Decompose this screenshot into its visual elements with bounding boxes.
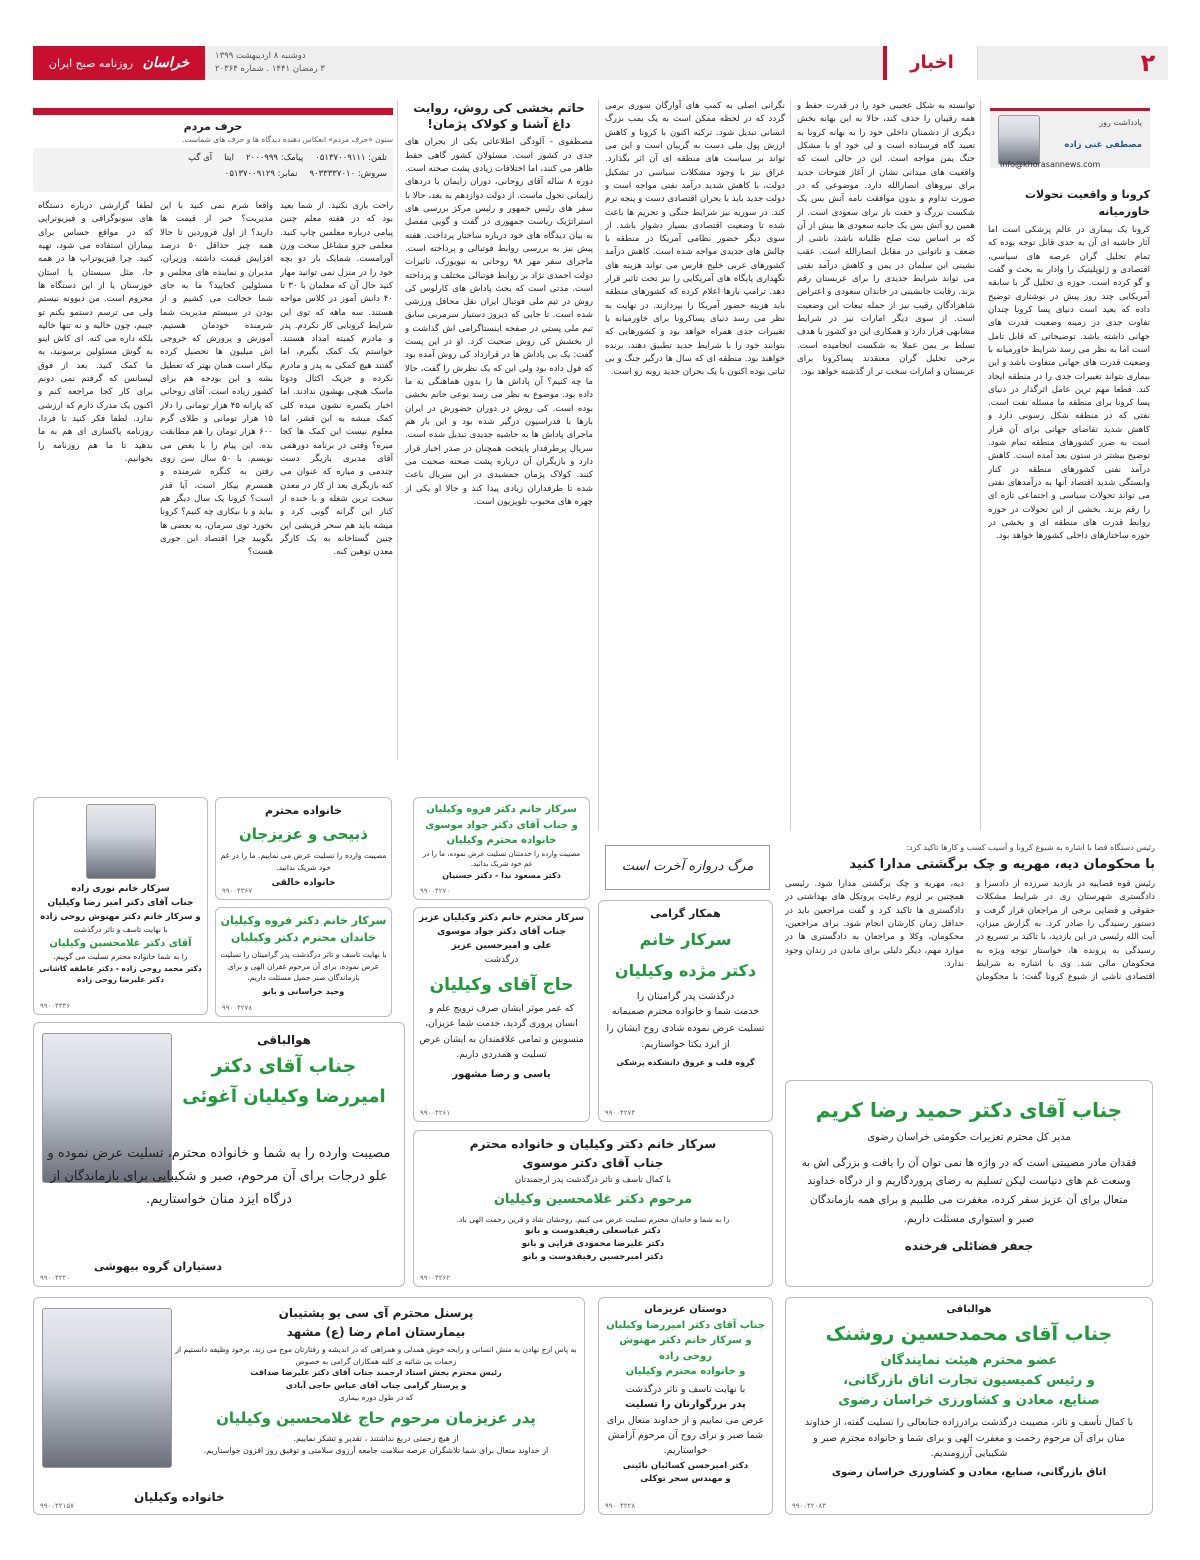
people-sms[interactable]: پیامک: ۲۰۰۰۹۹۹ [246,153,304,163]
ad10-t2: رئیس محترم بخش استاد ارجمند جناب آقای دکتر علیرضا صداقت [250,1368,502,1378]
section-title: اخبار [883,46,978,80]
people-contacts [33,148,393,192]
condolence-ad-12 [785,1297,1153,1515]
divider [397,100,398,760]
ad10-l2: بیمارستان امام رضا (ع) مشهد [286,1324,466,1339]
condolence-ad-8 [413,1130,773,1287]
condolence-ad-7 [33,1022,405,1287]
ad3-l3: و سرکار خانم دکتر مهنوش روحی زاده [40,911,201,922]
ad12-l1: هوالباقی [946,1304,992,1315]
ad1-sign: خانواده خالقی [271,877,336,888]
court-body: رئیس قوه قضاییه در بازدید سرزده از دادسرا و دادگستری شهرستان ری در شرایط مشکلات حقوقی و قضایی برخی از مراجعان قرار گرفت و دستور رسیدگی را صادر کرد. به گزارش میزان، آیت الله رئیسی در این بازدید، با تاکید بر تسریع در رسیدگی به پرونده ها، خواستار توجه ویژه به محکومان مالی شد. وی با اشاره به شرایط اقتصادی ناشی از شیوع کرونا گفت: با محکومان دیه، مهریه و چک برگشتی مدارا شود. رئیسی همچنین بر لزوم رعایت پروتکل های بهداشتی در دادگستری ها تاکید کرد و گفت مراجعین باید در حداقل زمان کارشان انجام شود. برای مراجعین، محکومان، وکلا و مراجعان به دادگستری ها در موارد مهم، دیگر دلیلی برای ماندن در زندان وجود ندارد. [785,879,1155,983]
ad12-title: جناب آقای محمدحسین روشنک [825,1322,1113,1345]
ad7-name: امیررضا وکیلیان آغوئی [182,1086,386,1108]
editorial-column [988,180,1150,830]
ad6-name: دکتر مژده وکیلیان [614,960,757,980]
ad12-s2: و رئیس کمیسیون تجارت اتاق بازرگانی، [843,1373,1095,1389]
ad9-sub: مدیر کل محترم تعزیرات حکومتی خراسان رضوی [867,1132,1071,1143]
ad1-text: مصیبت وارده را تسلیت عرض می نماییم. ما را در غم خود شریک بدانید. [220,851,387,872]
ad10-t3: و پرستار گرامی جناب آقای عباس حاجی آبادی [285,1380,467,1390]
ad11-l5: پدر بزرگوارتان را تسلیت [625,1399,746,1411]
people-title: حرف مردم [183,120,243,133]
ad3-sign2: دکتر علیرضا روحی زاده [77,975,164,985]
ad7-sign: دستیاران گروه بیهوشی [94,1260,223,1273]
ad5-l3: علی و امیرحسین عزیز [451,940,552,951]
date-line-1: دوشنبه ۸ اردیبهشت ۱۳۹۹ [215,51,306,61]
ad9-text: فقدان مادر مصیبتی است که در واژه ها نمی توان آن را یافت و بزرگی اش به وسعت غم های دنیاست لیکن تسلیم به رضای پروردگاریم و از درگاه خداوند متعال برای آن عزیز سفر کرده، مغفرت می طلبیم و برای همه بازماندگان صبر و استواری مسئلت داریم. [801,1156,1137,1226]
ad2-l1: سرکار خانم دکتر فروه وکیلیان [426,804,577,815]
ad6-l2: سرکار خانم [639,930,732,950]
condolence-ad-9 [785,1080,1153,1287]
ad3-photo [86,804,156,879]
editorial-title: کرونا و واقعیت تحولات خاورمیانه [1024,188,1150,219]
ad1-name: ذبیحی و عزیزجان [239,825,368,844]
editorial-author: مصطفی غنی زاده [1064,140,1142,150]
ad8-l2: جناب آقای دکتر موسوی [522,1155,664,1170]
ad8-l3: با کمال تاسف و تاثر درگذشت پدر ارجمندتان [514,1175,672,1186]
ad8-s2: دکتر علیرضا محمودی قرایی و بانو [521,1239,665,1250]
condolence-ad-6 [598,900,773,1122]
people-phone[interactable]: تلفن: ۰۵۱۳۷۰۰۹۱۱۱ [315,153,387,163]
ad3-l1: سرکار خانم نوری زاده [71,884,170,894]
ad11-s1: دکتر امیرحسن کسائیان نائینی [622,1461,749,1472]
slogan-box: مرگ دروازه آخرت است [605,845,770,890]
brand-logo[interactable] [33,46,205,80]
ad6-text2: خدمت شما و خانواده محترم صمیمانه تسلیت عرض نموده شادی روح ایشان را از ایزد یکتا خواستاریم. [606,1006,765,1050]
ad4-code: ۹۹۰۰۴۲۷۸ [222,1004,253,1013]
ad10-t6: از خداوند متعال برای شما تلاشگران عرصه سلامت جامعه آرزوی سلامتی و توفیق روز افزون خواستاریم. [203,1446,549,1456]
ad6-sign: گروه قلب و عروق دانشکده پزشکی [616,1057,755,1067]
ad10-name: پدر عزیزمان مرحوم حاج غلامحسین وکیلیان [216,1408,536,1427]
ad8-l1: سرکار خانم دکتر وکیلیان و خانواده محترم [469,1137,717,1151]
ad10-t5: از هیچ زحمتی دریغ نداشتند ، تقدیر و تشکر نماییم. [293,1434,459,1444]
people-band [33,108,393,115]
ad3-sign: دکتر محمد روحی زاده - دکتر عاطفه کاشانی [39,963,202,973]
people-col-left [38,200,153,750]
ad1-code: ۹۹۰۰۴۳۶۷ [222,887,253,896]
article-body-2: توانسته به شکل عجیبی خود را در قدرت حفظ و همه رقیبان را حذف کند، حالا به این بهانه بخش دیگری از دشمنان داخلی خود را به بهانه کرونا به تعبید گاه فرستاده است و لی خود او با مشکل جنگ یمن مواجه است. این در حالی است که واقعیت های میدانی نشان از آغاز فتوحات جدید برای نیروهای انصارالله دارد. موضوعی که در صورت تداوم و بدون موافقت نامه آتش بس یک شکست بزرگ و خفت بار برای سعودی است. از همین رو آتش بس یک جانبه سعودی ها بیش از آن که بر اساس نیت صلح طلبانه باشد، ناشی از ضعف و ناتوانی در مقابل انصارالله است. عقب نشینی ابن سلمان در یمن و کاهش درآمد نفتی می تواند شرایط جدیدی را برای عربستان رقم بزند. رقابت جانشینی در خاندان سعودی و اعتراض شاهزادگان رقیب نیز از جمله تبعات این وضعیت است. از سوی دیگر امارات نیز در شرایط مشابهی قرار دارد و همکاری این دو کشور با هدف تسلط بر یمن عملا به شکست انجامیده است. برخی تحلیل گران معتقدند پساکرونا برای عربستان و امارات سخت تر از گذشته خواهد بود. [797,101,975,378]
ad5-l2: جناب آقای دکتر جواد موسوی [437,926,566,937]
ad8-code: ۹۹۰۰۴۲۶۲ [420,1274,451,1283]
court-title: با محکومان دیه، مهریه و چک برگشتی مدارا کنید [849,857,1155,872]
ad10-l1: پرسنل محترم آی سی یو پشتیبان [278,1306,474,1320]
ad6-l1: همکار گرامی [650,907,721,920]
ad12-s3: صنایع، معادن و کشاورزی خراسان رضوی [838,1393,1100,1409]
ad2-sign: دکتر مسعود ندا - دکتر حسنیان [442,871,561,881]
ad11-l2: جناب آقای دکتر امیررضا وکیلیان [606,1319,765,1331]
ad7-text: مصیبت وارده را به شما و خانواده محترم، تسلیت عرض نموده و علو درجات برای آن مرحوم، صبر و شکیبایی برای بازماندگان از درگاه ایزد منان خواستاریم. [47,1146,391,1207]
people-col-mid [160,200,273,750]
ad2-l3: خانواده محترم وکیلیان [446,835,557,846]
condolence-ad-2 [413,797,590,900]
editorial-author-box [990,108,1150,168]
ad11-s2: و مهندس سحر توکلی [640,1474,731,1485]
ad5-code: ۹۹۰۰۴۲۶۱ [420,1109,451,1118]
page-number: ۲ [1140,49,1156,77]
ad6-text1: درگذشت پدر گرامیتان را [636,990,735,1002]
ad4-sign: وحید خراسانی و بانو [262,986,345,996]
ad10-photo [42,1308,172,1468]
ad2-code: ۹۹۰۰۴۲۷۰ [420,887,451,896]
ad5-text: که عمر موثر ایشان صرف ترویج علم و انسان پروری گردید، خدمت شما عزیزان، منسوبین و تمامی علاقمندان به ایشان عرض تسلیت و همدردی داریم. [419,1004,584,1060]
people-eita[interactable]: ایتا [224,153,235,163]
ad5-l4: درگذشت [484,954,519,965]
issue-date [215,50,325,76]
ad1-title: خانواده محترم [265,804,342,817]
people-body-right: راحت بازی نکنید. از شما بعید بود که در هفته معلم چنین پیامی درباره معلمین چاپ کنید. معلمی جزو مشاغل سخت وزن آورامست. شمایک بار دو بچه خود را در منزل نمی توانید مهار کنید حال آن که معلمان با ۳۰ تا ۴۰ دانش آموز در کلاس مواجه هستند. سه ماهه که توی این شرایط کرونایی کار نکردم. پدر و مادرم کمیته امداد هستند. خواستم یک کمک بگیرم، اما گفتند هیچ کمکی به پدر و مادرم نکرده و جزیک اکثال ودوتا ماسک هیچی بهشون ندادند. اما اخبار یکسره نشون میده کلی کمک میشه به این قشر، اما معلوم نیست این کمک ها کجا میره؟ وقتی در برنامه دورهمی آقای مدیری بازیگر دست چندمی و میاره که عنوان می کنه بازیگری بعد از کار در معدن سخت ترین شغله و با خنده از کنار این گرانه گویی کرد و میشه باید هم سحر قریشی این چنین گستاخانه به یک کارگر معدن توهین کنه. [280,201,393,558]
ad11-l1: دوستان عزیزمان [644,1304,727,1315]
condolence-ad-4 [215,907,392,1017]
people-service[interactable]: سروش: ۹۰۳۳۳۳۷۰۱۰ [309,169,387,180]
ad11-code: ۹۹۰۰۴۲۲۸ [605,1502,636,1511]
court-kicker: رئیس دستگاه قضا با اشاره به شیوع کرونا و آسیب کسب و کارها تاکید کرد: [906,843,1155,852]
ad10-code: ۹۹۰۰۴۲۱۵۷ [40,1502,74,1511]
ad10-text: به پاس ارج نهادن به منش انسانی و رایحه خوش همدلی و همراهی که در اندیشه و رفتارتان موج می زند، برخود وظیفه دانستیم از زحمات بی شائبه ی کلیه همکاران گرامی به خصوص [175,1345,577,1366]
ad7-l2: جناب آقای دکتر [211,1054,357,1077]
ad11-l4: و خانواده محترم وکیلیان [625,1366,746,1377]
ad8-text: را به شما و خاندان محترم تسلیت عرض می کنیم. روحشان شاد و قرین رحمت الهی باد. [456,1214,730,1224]
people-subtitle: ستون «حرف مردم» انعکاس دهنده دیدگاه ها و حرف های شماست. [181,135,393,144]
people-igap[interactable]: آی گپ [188,153,213,163]
ad4-l2: خاندان محترم دکتر وکیلیان [231,931,376,945]
date-line-2: ۳ رمضان ۱۴۴۱ . شماره ۲۰۳۶۴ [215,64,325,74]
appreciation-ad-10 [33,1297,585,1515]
ad10-sign: خانواده وکیلیان [134,1490,225,1504]
ad7-l1: هوالباقی [257,1033,311,1047]
ad6-code: ۹۹۰۰۴۲۷۴ [605,1109,636,1118]
ad8-s1: دکتر عباسعلی رفیقدوست و بانو [525,1226,661,1237]
ad11-text2: عرض می نماییم و از خداوند متعال برای شما صبر و برای روح آن مرحوم آرامش خواستاریم. [606,1414,765,1457]
ad8-name: مرحوم دکتر غلامحسین وکیلیان [493,1192,693,1208]
divider [598,100,599,830]
condolence-ad-11 [598,1297,773,1515]
ad11-l3: و سرکار خانم دکتر مهنوش روحی زاده [619,1335,752,1362]
condolence-ad-1 [215,797,392,900]
ad9-title: جناب آقای دکتر حمید رضا کریم [815,1098,1123,1122]
article-column-2 [797,100,975,820]
ad4-text: با نهایت تاسف و تاثر درگذشت پدر گرامیتان را تسلیت عرض نموده، برای آن مرحوم غفران الهی و برای بازماندگان صبر جمیل مسئلت داریم. [220,950,387,983]
author-photo [998,115,1040,165]
people-fax[interactable]: نمابر: ۰۵۱۳۷۰۰۹۱۲۹ [224,169,298,180]
football-title: حاتم بخشی کی روش، روایت داغ آشنا و کولاک پژمان! [413,101,585,132]
page-header [33,46,1168,80]
ad3-l6: را به شما خانواده محترم تسلیت می گوییم. [53,952,188,962]
condolence-ad-5 [413,907,590,1122]
ad5-sign: یاسی و رضا مشهور [452,1069,551,1081]
ad9-sign: جعفر فضائلی فرخنده [904,1239,1034,1254]
ad5-name: حاج آقای وکیلیان [429,974,574,995]
ad5-l1: سرکار محترم خانم دکتر وکیلیان عزیز [419,913,584,923]
people-body-left: واقعا شرم نمی کنید با این مدیریت؟ خبر از قیمت ها دارید؟ از اول فروردین تا حالا همه چیز حداقل ۵۰ درصد افزایش قیمت داشته. وزیران، مدیران و نماینده های مجلس و مسئولین کجایید؟ ما به جای شما خجالت می کشیم و از بودن در سیستم مدیریت شما شرمنده خودمان هستیم. آموزش و پرورش که خروجی اش میلیون ها تحصیل کرده بیکار است همان بهتر که تعطیل بشه و این بودجه هم برای کشور زیاده است. آقای روحانی که پارانه ۴۵ هزار تومانی را دلار ۱۵ هزار تومانی و طلای گرم ۶۰۰ هزار تومان را هم مطابقت بده. این پیام را با بغض می نویسم. با ۵۰ سال سن روی رفتن به کنگره شرمنده و همسرم بیکار است، آیا قدر است؟ کرونا یک سال دیگر هم بیاید و با بیکاری چه کنیم؟ کرونا بخورد توی سرمان، به بعضی ها بگویید چرا اقتصاد این جوری هست؟ [160,201,273,558]
editorial-body: کرونا یک بیماری در عالم پزشکی است اما آثار حاشیه ای آن به حدی قابل توجه بوده که تمام تحلیل گران عرصه های سیاسی، اقتصادی و ژئوپلیتیک را وادار به بحث و گفت و گو کرده است. حوزه ی تحلیل گر با سابقه آمریکایی چند روز پیش در نوشتاری توضیح داده که بعید است دنیای پسا کرونا چندان تفاوت جدی در زمینه وضعیت قدرت های جهانی داشته باشد. توضیحاتی که قابل تامل است اما به نظر می رسد شرایط خاورمیانه با وضعیت قدرت های جهانی متفاوت باشد و این بیماری بتواند تغییرات جدی را در منطقه ایجاد کند. قطعا مهم ترین عامل اثرگذار در دنیای پسا کرونا برای منطقه ما مسئله نفت است. نفتی که در منطقه شکل رسوبی دارد و کاهش شدید تقاضای جهانی برای آن قرار است به ضرر کشورهای منطقه تمام شود. توضیح بیشتر در ستون بعد آمده است. کاهش درآمد نفتی کشورهای منطقه در کنار وابستگی شدید اقتصاد آنها به درآمدهای نفتی می تواند تحولات سیاسی و اجتماعی تازه ای را رقم بزند. بخشی از این تحولات در حوزه روابط قدرت های منطقه ای و بخشی در حوزه ساختارهای داخلی کشورها خواهد بود. [988,225,1150,542]
editorial-label: یادداشت روز [1099,118,1142,127]
ad3-code: ۹۹۰۰۴۳۴۶ [40,1002,71,1011]
ad3-l2: جناب آقای دکتر امیر رضا وکیلیان [47,897,194,908]
ad12-s1: عضو محترم هیئت نمایندگان [880,1352,1058,1368]
ad3-l4: با نهایت تاسف و تاثر درگذشت [73,925,168,935]
ad10-t4: که در طول دوره بیماری [338,1393,414,1403]
article-body-3: نگرانی اصلی به کمپ های آوارگان سوری برمی گردد که در لحظه ممکن است به یک بمب بزرگ انسانی تبدیل شود. ترکیه اکنون با کرونا و کاهش ارزش پول ملی دست به گریبان است و این می تواند بر سیاست های منطقه ای آن اثر بگذارد. عراق نیز با وجود مشکلات سیاسی در تشکیل دولت، با کاهش شدید درآمد نفتی مواجه است و دولت جدید باید با بحران اقتصادی دست و پنجه نرم کند. در سوریه نیز شرایط جنگی و تحریم ها باعث شده تا وضعیت اقتصادی بسیار دشوار باشد. از سوی دیگر حضور نظامی آمریکا در منطقه با چالش های جدیدی مواجه شده است. کاهش درآمد کشورهای عربی خلیج فارس می تواند هزینه های نگهداری پایگاه های آمریکایی را نیز تحت تاثیر قرار دهد. ترامپ بارها اعلام کرده که کشورهای منطقه باید هزینه حضور آمریکا را بپردازند. در نهایت به نظر می رسد دنیای پساکرونا برای خاورمیانه با تغییرات جدی همراه خواهد بود و کشورهایی که بتوانند خود را با شرایط جدید تطبیق دهند، برنده خواهند بود. منطقه ای که سال ها درگیر جنگ و بی ثباتی بوده اکنون با یک بحران جدید روبه رو است. [605,101,785,378]
divider [980,100,981,830]
ad8-s3: دکتر امیرحسین رفیقدوست و بانو [522,1252,664,1263]
condolence-ad-3 [33,797,208,1015]
ad12-code: ۹۹۰۰۴۲۰۸۳ [792,1502,826,1511]
brand-name: خراسان [142,55,190,71]
ad2-l2: و جناب آقای دکتر جواد موسوی [425,819,578,831]
people-col-right [280,200,393,750]
ad12-sign: اتاق بازرگانی، صنایع، معادن و کشاورزی خراسان رضوی [831,1466,1107,1478]
editorial-email[interactable]: info@khorasannews.com [1000,160,1101,169]
ad2-text: مصیبت وارده را خدمتتان تسلیت عرض نموده، ما را در غم خود شریک بدانید. [422,849,581,869]
ad7-code: ۹۹۰۰۴۲۲۰ [40,1274,71,1283]
football-article [405,100,593,760]
ad12-text: با کمال تأسف و تاثر، مصیبت درگذشت برادرزاده جنابعالی را تسلیت گفته، از خداوند منان برای آن مرحوم رحمت و مغفرت الهی و برای شما و خانواده محترم صبر و شکیبایی آرزومندیم. [804,1417,1134,1459]
divider [790,100,791,830]
brand-sub: روزنامه صبح ایران [48,57,134,70]
ad11-text: با نهایت تاسف و تاثر درگذشت [625,1383,746,1395]
ad3-l5: آقای دکتر غلامحسین وکیلیان [49,937,192,949]
ad4-l1: سرکار خانم دکتر فروه وکیلیان [220,914,387,927]
article-column-3 [605,100,785,820]
football-body: مصطفوی - آلودگی اطلاعاتی یکی از بحران های جدی در کشور است. مسئولان کشور گاهی حقط ظاهر می کنند، اما اختلافات زیادی پشت صحنه است. دوره ۸ ساله آقای روحانی، دوران زایمان با دردهای زایمانی تحول ماست. از دولت دوازدهم به بعد، حالا با سفر های رئیس جمهور و رئیس مرکز بررسی های استراتژیک ریاست جمهوری در گفت و گویی مفصل به بیان دیدگاه های خود درباره ساختار پرداخت. هفته پیش نیز به بررسی روابط فوتبالی و پرداخته است. ماجرای سفر مهر ۹۸ روحانی به نیویورک، تاثیرات دولت احمدی نژاد بر روابط فوتبالی مختلف و پرداخته است. مدتی است که بحث پاداش های کارلوس کی روش در تیم ملی فوتبال ایران نقل محافل ورزشی شده است. تا جایی که دیروز دستیار سرمربی سابق تیم ملی پستی در صفحه اینستاگرامی اش گذاشت و از بخشش کی روش صحبت کرد. او در این پست گفت: یک بی پاداش ها در قرارداد کی روش آمده بود که قول داده بود ولی این که یک نظرش را گفت، حالا ما چه کنیم؟ آن پاداش ها را بدون هماهنگی به ما داده بود. موضوع به نظر می رسد نوعی حاتم بخشی بوده است. کی روش در دوران حضورش در ایران بارها با فدراسیون درگیر شده بود و این بار هم ماجرای پاداش ها به حاشیه جدیدی تبدیل شده است. سریال پرطرفدار پایتخت همچنان در صدر اخبار قرار دارد و بازیگران آن درباره پشت صحنه صحبت می کنند. کولاک پژمان جمشیدی در این سریال باعث شده تا طرفداران زیادی پیدا کند و حالا او یکی از چهره های محبوب تلویزیون است. [405,137,593,507]
people-body-far: لطفا گزارشی درباره دستگاه های سونوگرافی و فیزیوتراپی که در مواقع حساس برای بیماران استفاده می شود، تهیه کنید. چرا فیزیوتراپ ها در همه جا، مثل سیستان یا استان خوزستان یا از این دستگاه ها محروم است. من دیوونه نیستم ولی می ترسم دستمو بکنم تو جیبم، چون خالیه و نه تنها خالیه بلکه داره می کنه. ای کاش اینو به گوش مسئولین برسونید، به ما کمک کنید. بعد از فوق لیسانس که گرفتم نمی دونم برای کار کجا مراجعه کنم و اکنون یک مدرک دارم که ارزشی ندارد. لطفا فکر کنید تا فردا، روزنامه پاکسازی ای هم به ما بدهید تا ما هم روزنامه را بخوانیم. [38,201,153,464]
